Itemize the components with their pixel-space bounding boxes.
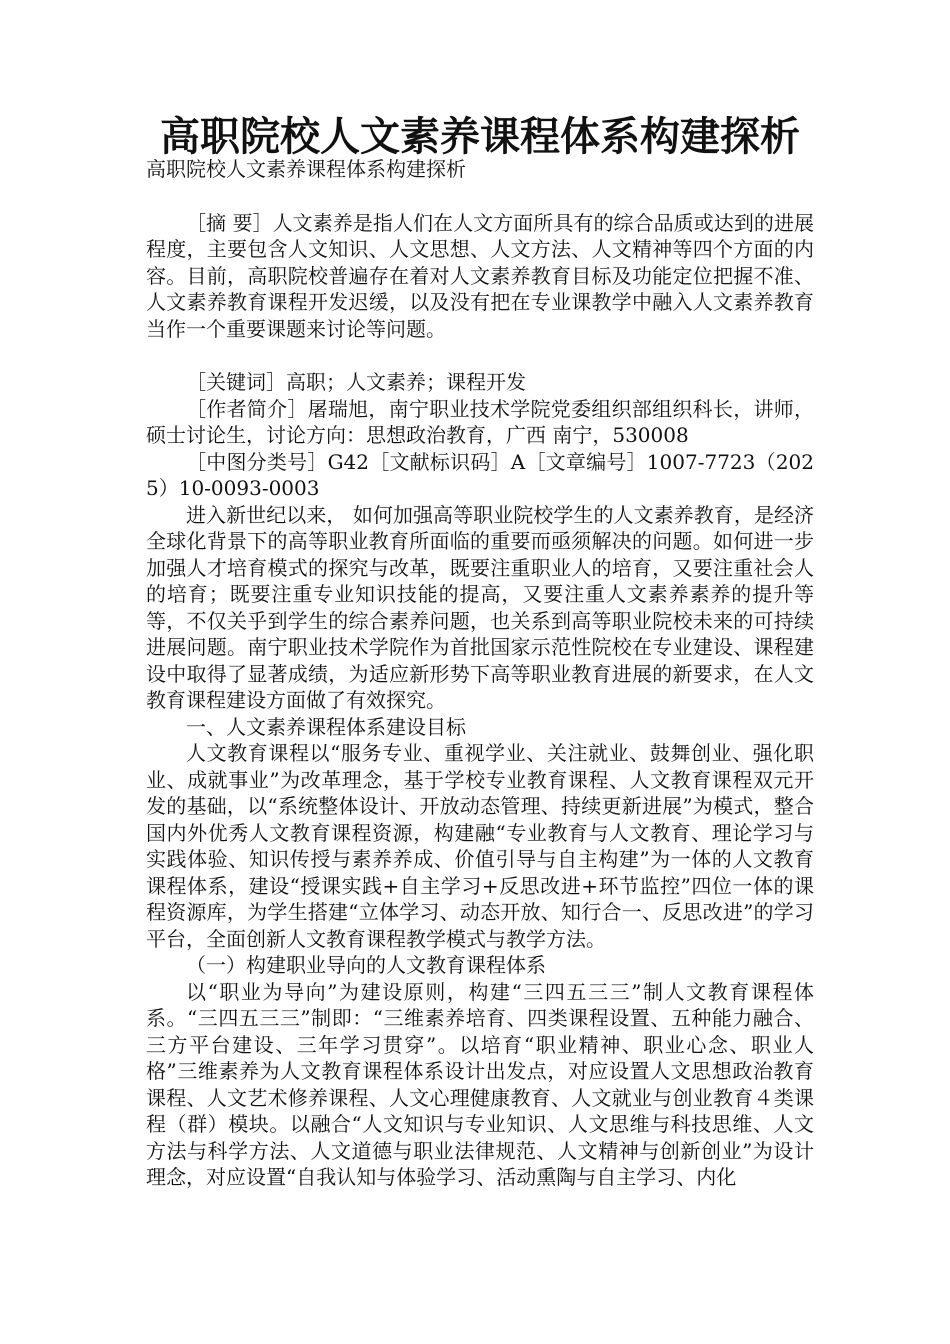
document-page [146,113,814,1191]
section-heading: 一、人文素养课程体系建设目标 [186,714,466,739]
keywords-line: ［关键词］高职；人文素养；课程开发 [186,370,526,394]
abstract-paragraph: ［摘 要］人文素养是指人们在人文方面所具有的综合品质或达到的进展程度，主要包含人文知识、人文思想、人文方法、人文精神等四个方面的内容。目前，高职院校普遍存在着对人文素养教育目标及功能定位把握不准、人文素养教育课程开发迟缓，以及没有把在专业课教学中融入人文素养教育当作一个重要课题来讨论等问题。 [146,210,814,341]
subsection-paragraph: 以“职业为导向”为建设原则，构建“三四五三三”制人文教育课程体系。“三四五三三”制即：“三维素养培育、四类课程设置、五种能力融合、三方平台建设、三年学习贯穿”。以培育“职业精神、职业心念、职业人格”三维素养为人文教育课程体系设计出发点，对应设置人文思想政治教育课程、人文艺术修养课程、人文心理健康教育、人文就业与创业教育４类课程（群）模块。以融合“人文知识与专业知识、人文思维与科技思维、人文方法与科学方法、人文道德与职业法律规范、人文精神与创新创业”为设计理念，对应设置“自我认知与体验学习、活动熏陶与自主学习、内化 [146,979,814,1189]
section-paragraph: 人文教育课程以“服务专业、重视学业、关注就业、鼓舞创业、强化职业、成就事业”为改革理念，基于学校专业教育课程、人文教育课程双元开发的基础，以“系统整体设计、开放动态管理、持续更新进展”为模式，整合国内外优秀人文教育课程资源，构建融“专业教育与人文教育、理论学习与实践体验、知识传授与素养养成、价值引导与自主构建”为一体的人文教育课程体系，建设“授课实践+自主学习+反思改进+环节监控”四位一体的课程资源库，为学生搭建“立体学习、动态开放、知行合一、反思改进”的学习平台，全面创新人文教育课程教学模式与教学方法。 [146,741,814,951]
subsection-heading: （一）构建职业导向的人文教育课程体系 [186,953,546,977]
intro-paragraph: 进入新世纪以来， 如何加强高等职业院校学生的人文素养教育，是经济全球化背景下的高等职业教育所面临的重要而亟须解决的问题。如何进一步加强人才培育模式的探究与改革，既要注重职业人的培育，又要注重社会人的培育；既要注重专业知识技能的提高，又要注重人文素养素养的提升等等，不仅关乎到学生的综合素养问题，也关系到高等职业院校未来的可持续进展问题。南宁职业技术学院作为首批国家示范性院校在专业建设、课程建设中取得了显著成绩，为适应新形势下高等职业教育进展的新要求，在人文教育课程建设方面做了有效探究。 [146,502,814,712]
document-title: 高职院校人文素养课程体系构建探析 [160,113,800,160]
author-info: ［作者简介］屠瑞旭，南宁职业技术学院党委组织部组织科长，讲师，硕士讨论生，讨论方向：思想政治教育，广西 南宁，530008 [146,396,814,447]
classification-line: ［中图分类号］G42［文献标识码］A［文章编号］1007-7723（2025）10-0093-0003 [146,449,814,500]
document-subtitle: 高职院校人文素养课程体系构建探析 [146,157,466,181]
